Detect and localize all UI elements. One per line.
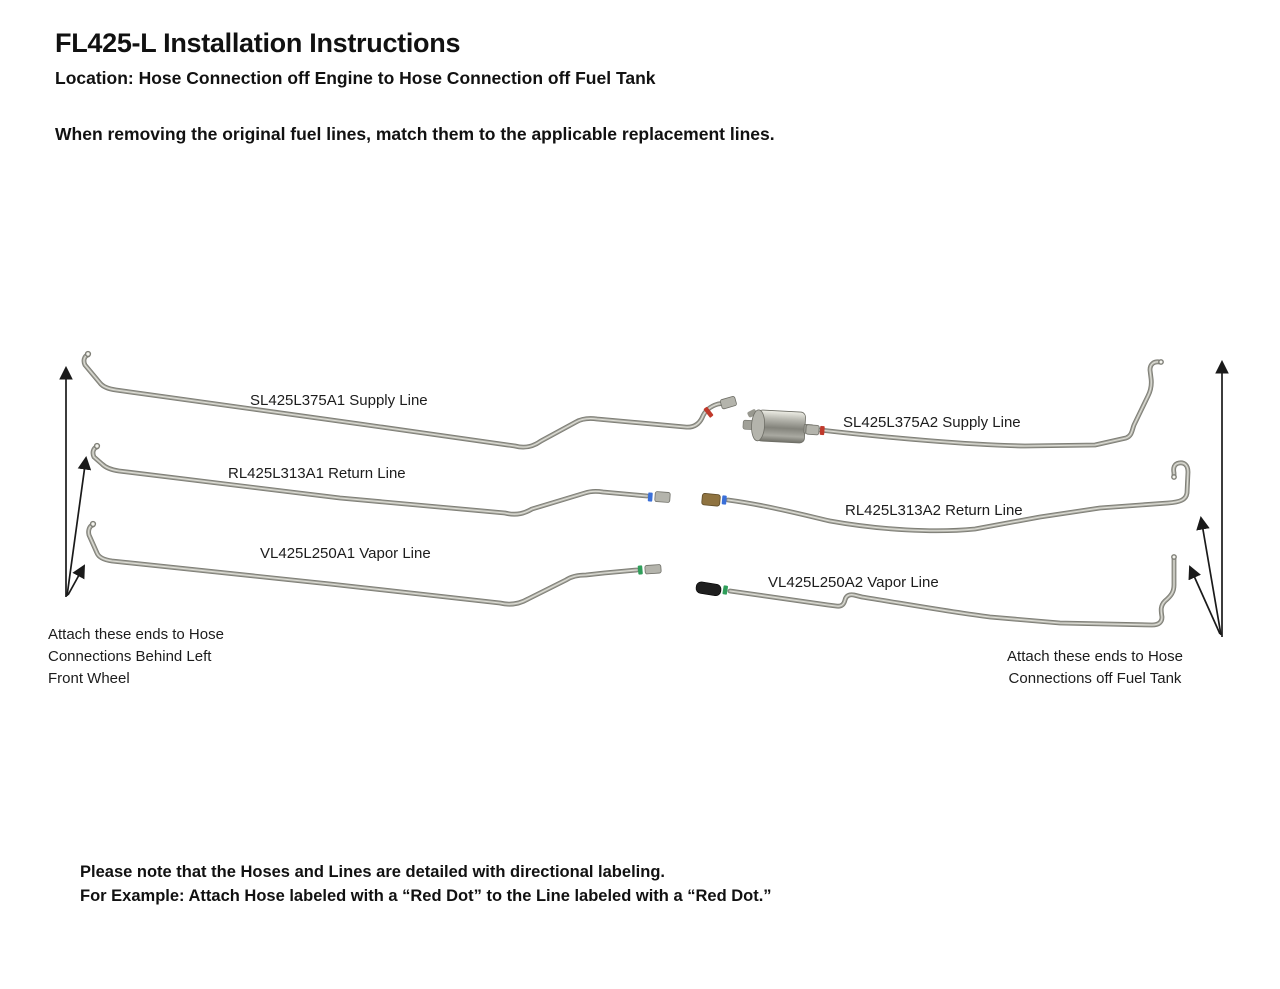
intro-text: When removing the original fuel lines, match them to the applicable replacement lines. xyxy=(55,124,775,144)
label-supply-line-a2: SL425L375A2 Supply Line xyxy=(843,414,1021,431)
vapor-line-a1-tube xyxy=(89,522,662,605)
return-a2-brass-fitting xyxy=(702,493,721,506)
return-a1-open-end xyxy=(95,444,100,449)
supply-a2-open-end xyxy=(1159,360,1163,364)
arrow-right-to-return xyxy=(1201,518,1221,635)
right-callout-line-2: Connections off Fuel Tank xyxy=(1008,670,1182,687)
left-callout-line-3: Front Wheel xyxy=(48,670,130,687)
label-vapor-line-a1: VL425L250A1 Vapor Line xyxy=(260,545,431,562)
label-return-line-a1: RL425L313A1 Return Line xyxy=(228,465,406,482)
supply-a2-fitting xyxy=(806,425,820,435)
left-callout-line-1: Attach these ends to Hose xyxy=(48,626,224,643)
note-line-2: For Example: Attach Hose labeled with a “Red Dot” to the Line labeled with a “Red Dot.” xyxy=(80,887,772,905)
page-title: FL425-L Installation Instructions xyxy=(55,28,461,58)
arrow-left-to-return xyxy=(67,458,86,596)
supply-a1-end-fitting xyxy=(720,396,737,409)
left-callout-line-2: Connections Behind Left xyxy=(48,648,212,665)
supply-a2-red-dot xyxy=(820,426,825,435)
right-callout-text xyxy=(995,646,1195,690)
left-callout-arrows xyxy=(66,368,86,597)
right-callout-arrows xyxy=(1190,362,1222,637)
vapor-a1-end-fitting xyxy=(645,564,662,574)
left-callout-text xyxy=(48,624,224,690)
label-vapor-line-a2: VL425L250A2 Vapor Line xyxy=(768,574,939,591)
supply-line-a2-tube xyxy=(806,360,1163,446)
right-callout-line-1: Attach these ends to Hose xyxy=(1007,648,1183,665)
label-supply-line-a1: SL425L375A1 Supply Line xyxy=(250,392,428,409)
label-return-line-a2: RL425L313A2 Return Line xyxy=(845,502,1023,519)
return-line-a2-tube xyxy=(702,463,1188,531)
return-a1-blue-dot xyxy=(648,492,653,501)
fuel-filter xyxy=(742,408,814,444)
vapor-a1-open-end xyxy=(91,522,96,527)
vapor-a2-open-end xyxy=(1172,555,1176,559)
vapor-a1-green-dot xyxy=(638,565,643,574)
supply-a1-open-end xyxy=(86,352,91,357)
vapor-a2-hose-connector xyxy=(695,581,721,596)
return-a1-end-fitting xyxy=(655,492,671,503)
vapor-a2-green-dot xyxy=(722,585,728,595)
return-a2-open-end xyxy=(1172,475,1176,479)
directional-labeling-note xyxy=(80,860,772,908)
note-line-1: Please note that the Hoses and Lines are detailed with directional labeling. xyxy=(80,863,665,881)
location-subtitle: Location: Hose Connection off Engine to Hose Connection off Fuel Tank xyxy=(55,68,656,88)
return-a2-blue-dot xyxy=(722,495,727,504)
